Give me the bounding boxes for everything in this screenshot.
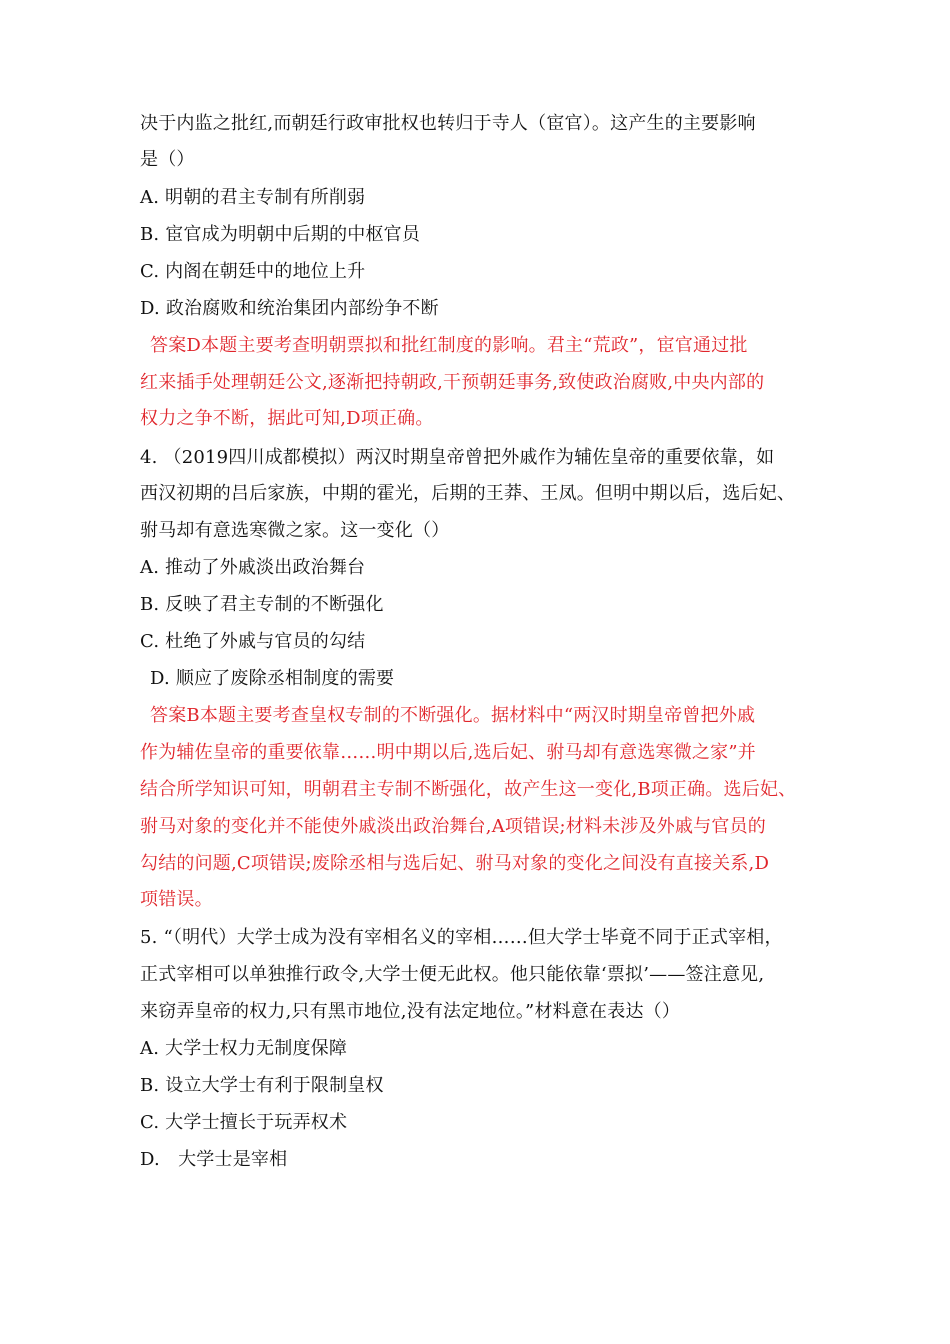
q5-option-a: A. 大学士权力无制度保障 [140, 1038, 348, 1059]
q5-option-c: C. 大学士擅长于玩弄权术 [140, 1112, 348, 1133]
q4-option-a: A. 推动了外戚淡出政治舞台 [140, 557, 366, 578]
q3-answer-line-3: 权力之争不断，据此可知,D项正确。 [140, 408, 434, 429]
q3-option-c: C. 内阁在朝廷中的地位上升 [140, 261, 366, 282]
q4-stem-line-1: 4. （2019四川成都模拟）两汉时期皇帝曾把外戚作为辅佐皇帝的重要依靠，如 [140, 447, 775, 468]
q5-option-b: B. 设立大学士有利于限制皇权 [140, 1075, 384, 1096]
q4-stem-line-3: 驸马却有意选寒微之家。这一变化（） [140, 520, 450, 541]
q5-option-d: D. 大学士是宰相 [140, 1149, 288, 1170]
q3-option-b: B. 宦官成为明朝中后期的中枢官员 [140, 224, 421, 245]
q3-answer-line-2: 红来插手处理朝廷公文,逐渐把持朝政,干预朝廷事务,致使政治腐败,中央内部的 [140, 372, 765, 393]
q3-option-a: A. 明朝的君主专制有所削弱 [140, 187, 366, 208]
q4-answer-line-6: 项错误。 [140, 889, 213, 910]
q3-answer-line-1: 答案D本题主要考查明朝票拟和批红制度的影响。君主“荒政”，宦官通过批 [150, 335, 748, 356]
q3-stem-line-1: 决于内监之批红,而朝廷行政审批权也转归于寺人（宦官）。这产生的主要影响 [140, 113, 756, 134]
q4-answer-line-3: 结合所学知识可知，明朝君主专制不断强化，故产生这一变化,B项正确。选后妃、 [140, 779, 797, 800]
q5-stem-line-1: 5. “（明代）大学士成为没有宰相名义的宰相……但大学士毕竟不同于正式宰相， [140, 927, 783, 948]
q4-answer-line-4: 驸马对象的变化并不能使外戚淡出政治舞台,A项错误;材料未涉及外戚与官员的 [140, 816, 766, 837]
q5-stem-line-2: 正式宰相可以单独推行政令,大学士便无此权。他只能依靠‘票拟’——签注意见, [140, 964, 765, 985]
q4-answer-line-1: 答案B本题主要考查皇权专制的不断强化。据材料中“两汉时期皇帝曾把外戚 [150, 705, 756, 726]
q4-answer-line-5: 勾结的问题,C项错误;废除丞相与选后妃、驸马对象的变化之间没有直接关系,D [140, 853, 770, 874]
q3-option-d: D. 政治腐败和统治集团内部纷争不断 [140, 298, 439, 319]
q4-option-c: C. 杜绝了外戚与官员的勾结 [140, 631, 366, 652]
q4-option-d: D. 顺应了废除丞相制度的需要 [150, 668, 395, 689]
q4-option-b: B. 反映了君主专制的不断强化 [140, 594, 384, 615]
q3-stem-line-2: 是（） [140, 149, 195, 170]
q4-answer-line-2: 作为辅佐皇帝的重要依靠……明中期以后,选后妃、驸马却有意选寒微之家”并 [140, 742, 756, 763]
q5-stem-line-3: 来窃弄皇帝的权力,只有黑市地位,没有法定地位。”材料意在表达（） [140, 1001, 681, 1022]
q4-stem-line-2: 西汉初期的吕后家族，中期的霍光，后期的王莽、王凤。但明中期以后，选后妃、 [140, 483, 796, 504]
